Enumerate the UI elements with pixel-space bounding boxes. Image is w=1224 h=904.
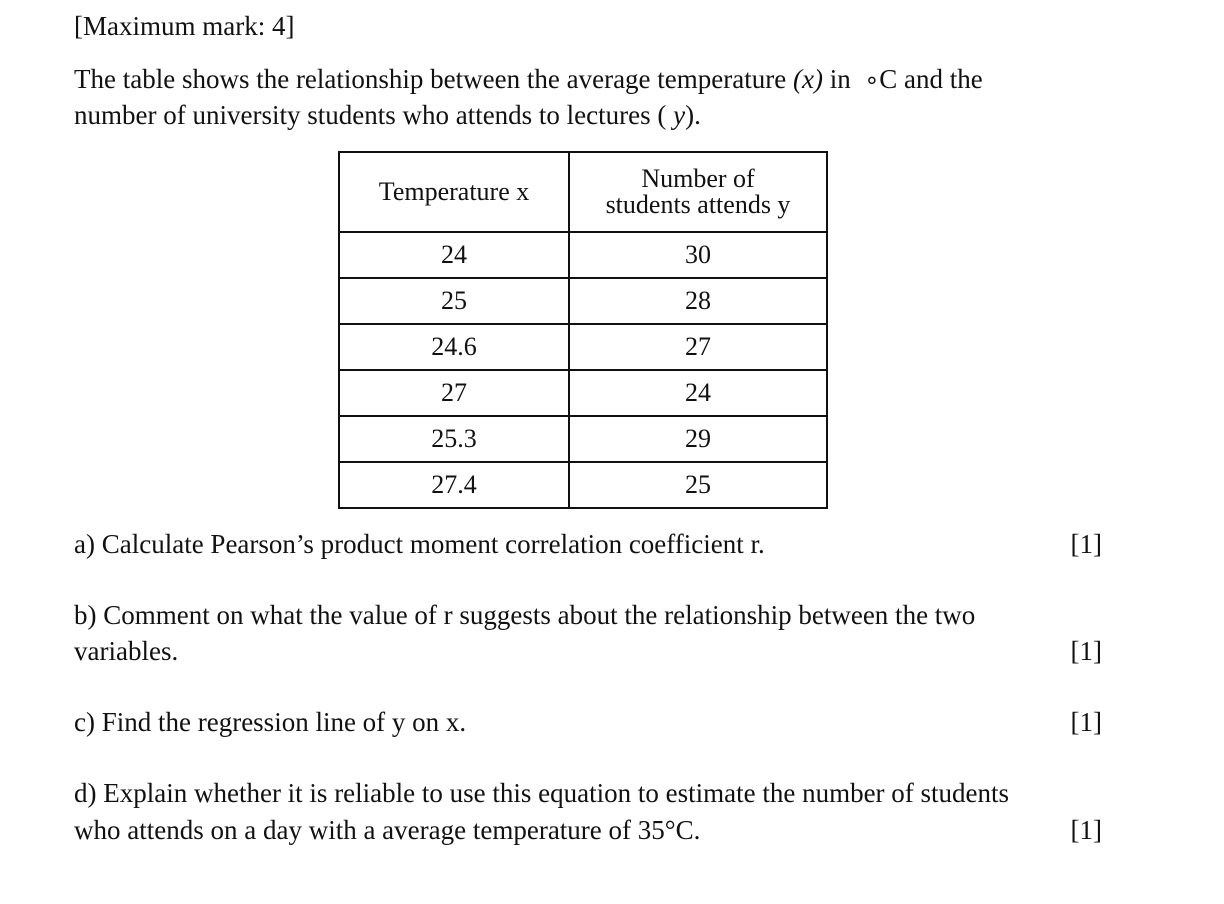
question-d-line1: d) Explain whether it is reliable to use this equation to estimate the number of students — [74, 778, 1010, 808]
cell-y: 28 — [569, 278, 827, 324]
question-b-line1: b) Comment on what the value of r suggests about the relationship between the two — [74, 600, 976, 630]
cell-y: 27 — [569, 324, 827, 370]
intro-text: The table shows the relationship between the average temperature — [74, 64, 793, 94]
cell-y: 29 — [569, 416, 827, 462]
maximum-mark: [Maximum mark: 4] — [74, 11, 295, 41]
intro-line-1 — [74, 61, 983, 98]
y-variable: y — [673, 100, 686, 130]
cell-y: 30 — [569, 232, 827, 278]
table-row — [339, 416, 827, 462]
header-students-line2: students attends y — [605, 190, 791, 219]
x-variable: (x) — [792, 64, 823, 94]
cell-x: 27.4 — [339, 462, 569, 508]
intro-text: in — [822, 64, 858, 94]
question-b-mark: [1] — [1070, 636, 1102, 666]
question-a: a) Calculate Pearson’s product moment correlation coefficient r. — [74, 529, 765, 559]
cell-x: 27 — [339, 370, 569, 416]
intro-text: number of university students who attends to lectures ( — [74, 100, 674, 130]
intro-text: ). — [685, 100, 701, 130]
header-temperature: Temperature x — [339, 152, 569, 232]
cell-x: 25.3 — [339, 416, 569, 462]
intro-text: C and the — [879, 64, 983, 94]
degree-symbol: ∘ — [864, 66, 880, 94]
data-table — [338, 151, 828, 509]
cell-y: 25 — [569, 462, 827, 508]
header-students — [569, 152, 827, 232]
question-d-mark: [1] — [1070, 815, 1102, 845]
table-row — [339, 232, 827, 278]
header-students-line1: Number of — [641, 164, 755, 193]
cell-x: 25 — [339, 278, 569, 324]
cell-y: 24 — [569, 370, 827, 416]
cell-x: 24 — [339, 232, 569, 278]
question-b-line2: variables. — [74, 636, 179, 666]
table-row — [339, 462, 827, 508]
table-header-row — [339, 152, 827, 232]
question-c-mark: [1] — [1070, 707, 1102, 737]
table-row — [339, 278, 827, 324]
question-d-line2: who attends on a day with a average temperature of 35°C. — [74, 815, 701, 845]
table-row — [339, 370, 827, 416]
table-row — [339, 324, 827, 370]
question-a-mark: [1] — [1070, 529, 1102, 559]
cell-x: 24.6 — [339, 324, 569, 370]
question-c: c) Find the regression line of y on x. — [74, 707, 467, 737]
intro-line-2 — [74, 97, 701, 133]
